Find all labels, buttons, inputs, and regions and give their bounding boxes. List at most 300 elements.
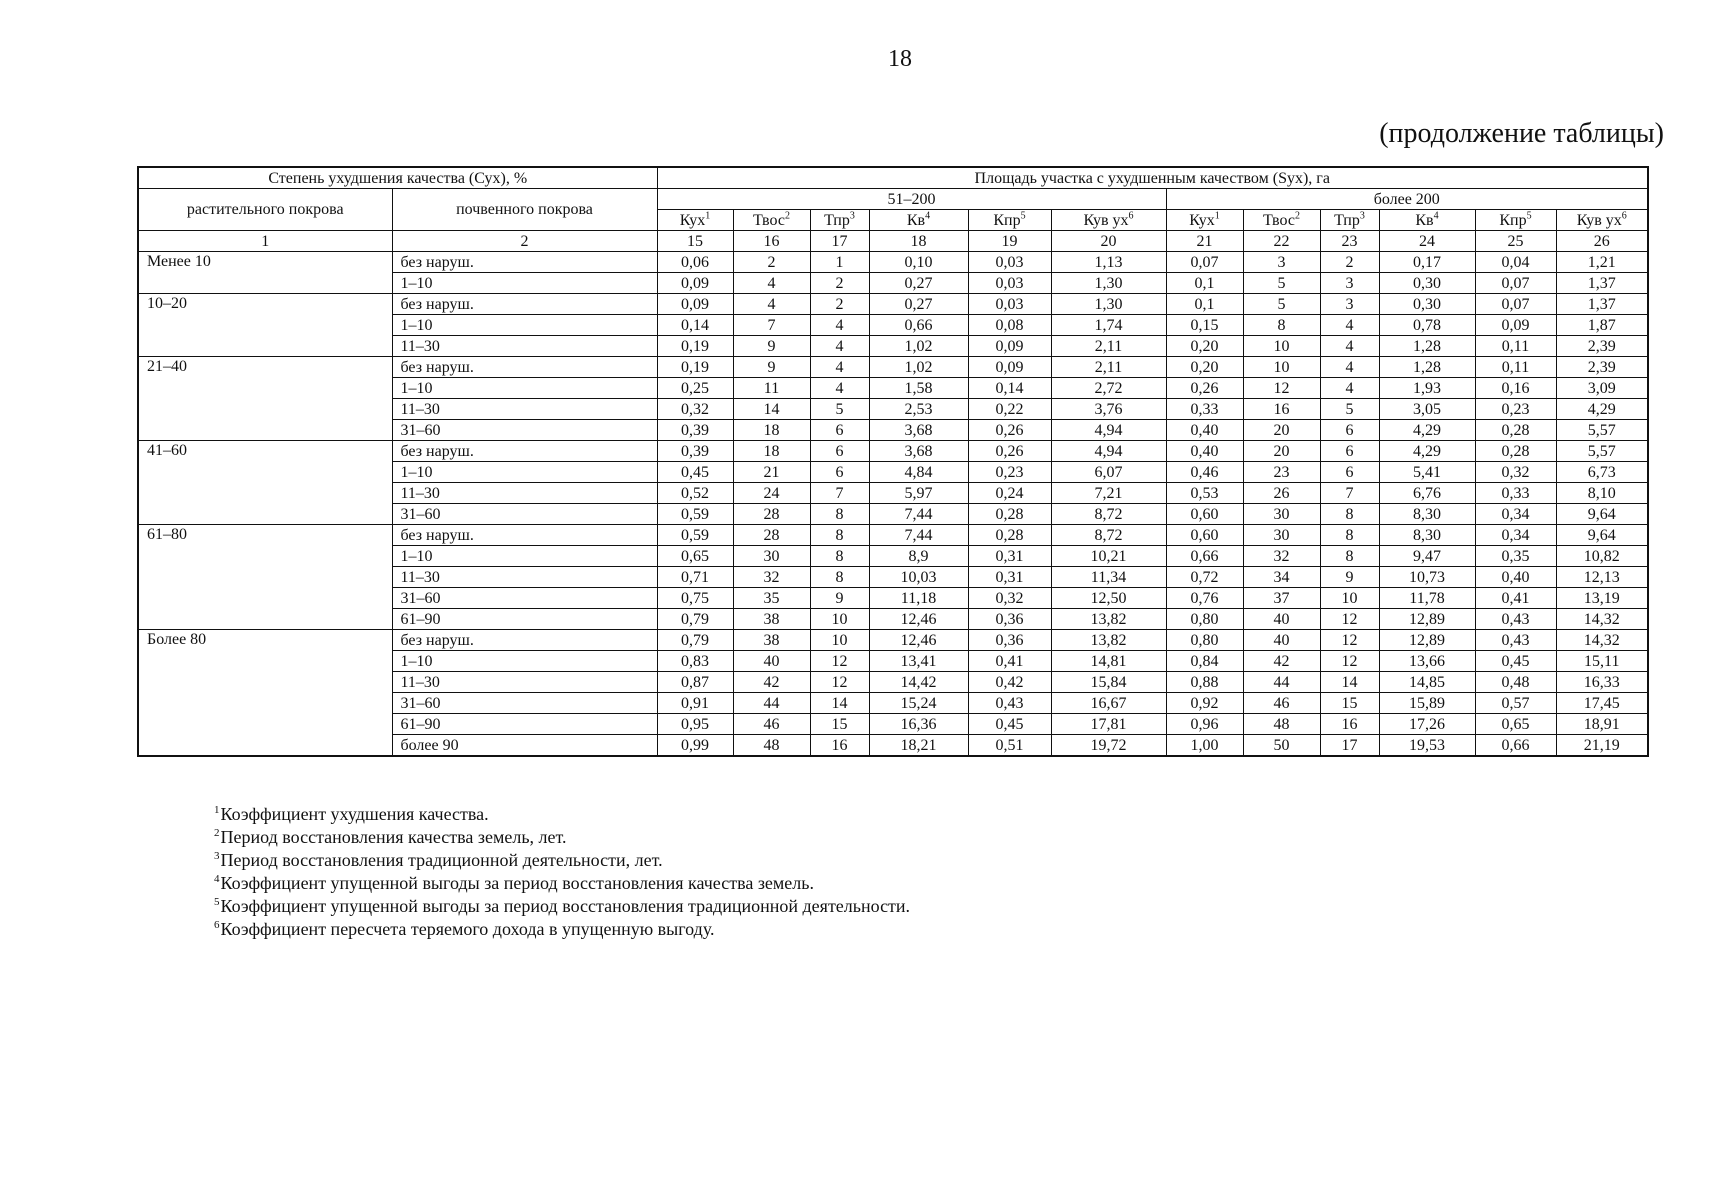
footnote-text: Период восстановления качества земель, лет.: [220, 827, 567, 847]
value-cell: 0,26: [968, 441, 1051, 462]
value-cell: 0,11: [1475, 336, 1556, 357]
value-cell: 13,19: [1556, 588, 1648, 609]
value-cell: 0,06: [657, 252, 733, 273]
value-cell: 8: [1243, 315, 1320, 336]
value-cell: 1,21: [1556, 252, 1648, 273]
coef-footnote-ref: 5: [1020, 210, 1026, 222]
value-cell: 0,09: [657, 273, 733, 294]
value-cell: 1,28: [1379, 336, 1475, 357]
value-cell: 28: [733, 525, 810, 546]
value-cell: 0,32: [657, 399, 733, 420]
value-cell: 11,78: [1379, 588, 1475, 609]
value-cell: 18: [733, 441, 810, 462]
value-cell: 0,36: [968, 630, 1051, 651]
coef-name: Кух: [1189, 211, 1215, 229]
value-cell: 1,02: [869, 357, 968, 378]
value-cell: 1,13: [1051, 252, 1166, 273]
value-cell: 5: [1243, 294, 1320, 315]
value-cell: 4,29: [1379, 441, 1475, 462]
value-cell: 8: [1320, 546, 1379, 567]
value-cell: 2,11: [1051, 336, 1166, 357]
value-cell: 8,9: [869, 546, 968, 567]
value-cell: 0,42: [968, 672, 1051, 693]
soil-degree-cell: 1–10: [392, 462, 657, 483]
value-cell: 0,03: [968, 294, 1051, 315]
value-cell: 0,88: [1166, 672, 1243, 693]
value-cell: 6: [810, 441, 869, 462]
value-cell: 1,00: [1166, 735, 1243, 757]
column-number: 20: [1051, 231, 1166, 252]
value-cell: 40: [733, 651, 810, 672]
value-cell: 35: [733, 588, 810, 609]
value-cell: 6,73: [1556, 462, 1648, 483]
value-cell: 0,03: [968, 273, 1051, 294]
value-cell: 3,76: [1051, 399, 1166, 420]
value-cell: 16: [1320, 714, 1379, 735]
value-cell: 10,21: [1051, 546, 1166, 567]
value-cell: 23: [1243, 462, 1320, 483]
coef-name: Кув ух: [1576, 211, 1622, 229]
soil-degree-cell: без наруш.: [392, 441, 657, 462]
table-row: [138, 357, 1648, 378]
value-cell: 0,92: [1166, 693, 1243, 714]
continuation-label: (продолжение таблицы): [1379, 118, 1664, 149]
value-cell: 5,57: [1556, 420, 1648, 441]
footnotes: [214, 803, 910, 941]
column-number: 1: [138, 231, 392, 252]
footnote-number: 4: [214, 873, 220, 885]
value-cell: 0,43: [1475, 630, 1556, 651]
value-cell: 9: [810, 588, 869, 609]
coef-header: [1166, 210, 1243, 231]
value-cell: 2,53: [869, 399, 968, 420]
value-cell: 10: [1320, 588, 1379, 609]
value-cell: 15,24: [869, 693, 968, 714]
value-cell: 0,60: [1166, 525, 1243, 546]
coef-footnote-ref: 3: [849, 210, 855, 222]
veg-degree-cell: 61–80: [138, 525, 392, 630]
value-cell: 0,79: [657, 630, 733, 651]
value-cell: 0,14: [657, 315, 733, 336]
table-row: [138, 630, 1648, 651]
value-cell: 0,30: [1379, 273, 1475, 294]
value-cell: 7: [733, 315, 810, 336]
soil-degree-cell: 11–30: [392, 672, 657, 693]
value-cell: 1: [810, 252, 869, 273]
column-number: 24: [1379, 231, 1475, 252]
value-cell: 0,33: [1166, 399, 1243, 420]
value-cell: 32: [733, 567, 810, 588]
value-cell: 9: [1320, 567, 1379, 588]
value-cell: 2: [810, 273, 869, 294]
value-cell: 0,33: [1475, 483, 1556, 504]
coef-footnote-ref: 3: [1359, 210, 1365, 222]
value-cell: 7: [810, 483, 869, 504]
value-cell: 8: [810, 504, 869, 525]
value-cell: 0,30: [1379, 294, 1475, 315]
value-cell: 40: [1243, 630, 1320, 651]
value-cell: 0,45: [968, 714, 1051, 735]
value-cell: 16: [810, 735, 869, 757]
value-cell: 40: [1243, 609, 1320, 630]
soil-degree-cell: без наруш.: [392, 525, 657, 546]
value-cell: 9,47: [1379, 546, 1475, 567]
coef-footnote-ref: 4: [1433, 210, 1439, 222]
value-cell: 10: [1243, 357, 1320, 378]
value-cell: 0,31: [968, 546, 1051, 567]
soil-degree-cell: более 90: [392, 735, 657, 757]
soil-degree-cell: 11–30: [392, 483, 657, 504]
value-cell: 8: [810, 567, 869, 588]
value-cell: 1,02: [869, 336, 968, 357]
value-cell: 0,51: [968, 735, 1051, 757]
value-cell: 18,21: [869, 735, 968, 757]
value-cell: 44: [1243, 672, 1320, 693]
value-cell: 0,79: [657, 609, 733, 630]
value-cell: 4: [810, 315, 869, 336]
value-cell: 1,87: [1556, 315, 1648, 336]
value-cell: 0,32: [968, 588, 1051, 609]
value-cell: 37: [1243, 588, 1320, 609]
value-cell: 14,32: [1556, 630, 1648, 651]
value-cell: 4: [1320, 336, 1379, 357]
value-cell: 15,84: [1051, 672, 1166, 693]
value-cell: 0,16: [1475, 378, 1556, 399]
value-cell: 44: [733, 693, 810, 714]
value-cell: 20: [1243, 441, 1320, 462]
coef-header: [1556, 210, 1648, 231]
value-cell: 15: [1320, 693, 1379, 714]
column-number: 21: [1166, 231, 1243, 252]
value-cell: 0,66: [1475, 735, 1556, 757]
value-cell: 0,65: [1475, 714, 1556, 735]
value-cell: 0,45: [657, 462, 733, 483]
value-cell: 0,04: [1475, 252, 1556, 273]
value-cell: 18: [733, 420, 810, 441]
footnote-text: Коэффициент упущенной выгоды за период восстановления традиционной деятельности.: [220, 896, 911, 916]
value-cell: 0,19: [657, 357, 733, 378]
value-cell: 0,09: [968, 336, 1051, 357]
value-cell: 1,58: [869, 378, 968, 399]
value-cell: 2: [810, 294, 869, 315]
column-number: 19: [968, 231, 1051, 252]
value-cell: 0,09: [1475, 315, 1556, 336]
value-cell: 0,71: [657, 567, 733, 588]
table-row: [138, 525, 1648, 546]
table-body: [138, 252, 1648, 757]
value-cell: 4: [810, 357, 869, 378]
value-cell: 12: [1320, 651, 1379, 672]
value-cell: 2: [1320, 252, 1379, 273]
veg-degree-cell: 21–40: [138, 357, 392, 441]
value-cell: 0,75: [657, 588, 733, 609]
value-cell: 26: [1243, 483, 1320, 504]
footnote-number: 1: [214, 804, 220, 816]
value-cell: 0,19: [657, 336, 733, 357]
value-cell: 0,17: [1379, 252, 1475, 273]
value-cell: 6: [1320, 441, 1379, 462]
value-cell: 0,11: [1475, 357, 1556, 378]
value-cell: 0,32: [1475, 462, 1556, 483]
value-cell: 1,37: [1556, 273, 1648, 294]
value-cell: 0,34: [1475, 504, 1556, 525]
value-cell: 48: [733, 735, 810, 757]
value-cell: 4: [1320, 357, 1379, 378]
veg-header: растительного покрова: [138, 189, 392, 231]
coef-header: [1320, 210, 1379, 231]
soil-degree-cell: без наруш.: [392, 357, 657, 378]
value-cell: 0,28: [1475, 420, 1556, 441]
value-cell: 0,45: [1475, 651, 1556, 672]
value-cell: 0,28: [968, 525, 1051, 546]
column-number: 25: [1475, 231, 1556, 252]
value-cell: 0,91: [657, 693, 733, 714]
value-cell: 10,82: [1556, 546, 1648, 567]
soil-degree-cell: 31–60: [392, 420, 657, 441]
soil-degree-cell: 1–10: [392, 315, 657, 336]
value-cell: 46: [1243, 693, 1320, 714]
coef-name: Тпр: [1334, 211, 1360, 229]
value-cell: 8,30: [1379, 504, 1475, 525]
veg-degree-cell: 10–20: [138, 294, 392, 357]
footnote: [214, 895, 910, 918]
value-cell: 0,1: [1166, 273, 1243, 294]
value-cell: 4: [810, 378, 869, 399]
footnote-text: Период восстановления традиционной деятельности, лет.: [220, 850, 663, 870]
value-cell: 2,39: [1556, 336, 1648, 357]
value-cell: 4,94: [1051, 420, 1166, 441]
coef-header: [1475, 210, 1556, 231]
column-number-row: [138, 231, 1648, 252]
coef-name: Кпр: [1499, 211, 1527, 229]
table-row: [138, 441, 1648, 462]
value-cell: 12,89: [1379, 630, 1475, 651]
value-cell: 0,72: [1166, 567, 1243, 588]
value-cell: 4: [733, 294, 810, 315]
value-cell: 46: [733, 714, 810, 735]
value-cell: 0,27: [869, 273, 968, 294]
value-cell: 0,76: [1166, 588, 1243, 609]
value-cell: 0,80: [1166, 609, 1243, 630]
value-cell: 16: [1243, 399, 1320, 420]
area-header: Площадь участка с ухудшенным качеством (Sух), га: [657, 167, 1648, 189]
soil-degree-cell: 11–30: [392, 336, 657, 357]
page-number: 18: [888, 46, 912, 72]
column-number: 23: [1320, 231, 1379, 252]
value-cell: 28: [733, 504, 810, 525]
value-cell: 0,10: [869, 252, 968, 273]
value-cell: 17,81: [1051, 714, 1166, 735]
soil-degree-cell: 61–90: [392, 714, 657, 735]
footnote-text: Коэффициент ухудшения качества.: [220, 804, 489, 824]
footnote-number: 6: [214, 919, 220, 931]
value-cell: 0,87: [657, 672, 733, 693]
value-cell: 1,30: [1051, 273, 1166, 294]
value-cell: 3: [1243, 252, 1320, 273]
value-cell: 0,27: [869, 294, 968, 315]
coef-name: Твос: [753, 211, 785, 229]
value-cell: 12: [810, 672, 869, 693]
value-cell: 0,36: [968, 609, 1051, 630]
value-cell: 3,05: [1379, 399, 1475, 420]
value-cell: 8,72: [1051, 504, 1166, 525]
soil-degree-cell: 11–30: [392, 399, 657, 420]
value-cell: 0,80: [1166, 630, 1243, 651]
value-cell: 24: [733, 483, 810, 504]
coef-header: [1051, 210, 1166, 231]
value-cell: 3,68: [869, 420, 968, 441]
value-cell: 0,15: [1166, 315, 1243, 336]
table-row: [138, 294, 1648, 315]
value-cell: 3: [1320, 273, 1379, 294]
value-cell: 0,66: [869, 315, 968, 336]
value-cell: 0,48: [1475, 672, 1556, 693]
value-cell: 2,11: [1051, 357, 1166, 378]
value-cell: 0,95: [657, 714, 733, 735]
value-cell: 6: [810, 420, 869, 441]
value-cell: 21: [733, 462, 810, 483]
soil-degree-cell: без наруш.: [392, 294, 657, 315]
range-b-header: более 200: [1166, 189, 1648, 210]
value-cell: 0,78: [1379, 315, 1475, 336]
value-cell: 0,07: [1166, 252, 1243, 273]
soil-degree-cell: 31–60: [392, 588, 657, 609]
value-cell: 5,41: [1379, 462, 1475, 483]
table-row: [138, 252, 1648, 273]
value-cell: 38: [733, 609, 810, 630]
veg-degree-cell: 41–60: [138, 441, 392, 525]
footnote-text: Коэффициент пересчета теряемого дохода в упущенную выгоду.: [220, 919, 715, 939]
value-cell: 12: [810, 651, 869, 672]
footnote: [214, 849, 910, 872]
value-cell: 15,11: [1556, 651, 1648, 672]
footnote-number: 5: [214, 896, 220, 908]
value-cell: 0,08: [968, 315, 1051, 336]
value-cell: 11,18: [869, 588, 968, 609]
value-cell: 8: [1320, 504, 1379, 525]
value-cell: 1,93: [1379, 378, 1475, 399]
value-cell: 16,36: [869, 714, 968, 735]
value-cell: 12: [1320, 630, 1379, 651]
value-cell: 4,29: [1379, 420, 1475, 441]
value-cell: 42: [1243, 651, 1320, 672]
veg-degree-cell: Менее 10: [138, 252, 392, 294]
value-cell: 6: [1320, 420, 1379, 441]
footnote-number: 2: [214, 827, 220, 839]
coef-footnote-ref: 2: [1294, 210, 1300, 222]
value-cell: 0,43: [1475, 609, 1556, 630]
value-cell: 4: [1320, 315, 1379, 336]
coef-name: Кв: [1415, 211, 1434, 229]
value-cell: 0,28: [1475, 441, 1556, 462]
value-cell: 14,85: [1379, 672, 1475, 693]
value-cell: 0,14: [968, 378, 1051, 399]
value-cell: 6,07: [1051, 462, 1166, 483]
value-cell: 0,41: [968, 651, 1051, 672]
coef-name: Твос: [1263, 211, 1295, 229]
coef-name: Кух: [679, 211, 706, 229]
value-cell: 0,52: [657, 483, 733, 504]
value-cell: 0,31: [968, 567, 1051, 588]
value-cell: 13,82: [1051, 630, 1166, 651]
value-cell: 0,60: [1166, 504, 1243, 525]
value-cell: 7,21: [1051, 483, 1166, 504]
coef-footnote-ref: 5: [1526, 210, 1532, 222]
value-cell: 21,19: [1556, 735, 1648, 757]
value-cell: 0,25: [657, 378, 733, 399]
value-cell: 17,45: [1556, 693, 1648, 714]
value-cell: 13,41: [869, 651, 968, 672]
column-number: 2: [392, 231, 657, 252]
value-cell: 15,89: [1379, 693, 1475, 714]
value-cell: 0,03: [968, 252, 1051, 273]
value-cell: 2,72: [1051, 378, 1166, 399]
value-cell: 4,29: [1556, 399, 1648, 420]
value-cell: 4: [733, 273, 810, 294]
value-cell: 30: [1243, 525, 1320, 546]
value-cell: 0,35: [1475, 546, 1556, 567]
value-cell: 0,20: [1166, 357, 1243, 378]
value-cell: 38: [733, 630, 810, 651]
value-cell: 0,41: [1475, 588, 1556, 609]
value-cell: 8,10: [1556, 483, 1648, 504]
value-cell: 10,03: [869, 567, 968, 588]
coef-header: [1243, 210, 1320, 231]
value-cell: 4: [1320, 378, 1379, 399]
value-cell: 14: [1320, 672, 1379, 693]
value-cell: 32: [1243, 546, 1320, 567]
value-cell: 9,64: [1556, 525, 1648, 546]
value-cell: 9: [733, 357, 810, 378]
value-cell: 18,91: [1556, 714, 1648, 735]
value-cell: 8: [810, 546, 869, 567]
value-cell: 7,44: [869, 525, 968, 546]
soil-degree-cell: 61–90: [392, 609, 657, 630]
footnote: [214, 918, 910, 941]
value-cell: 0,39: [657, 441, 733, 462]
value-cell: 7,44: [869, 504, 968, 525]
value-cell: 0,1: [1166, 294, 1243, 315]
value-cell: 8,30: [1379, 525, 1475, 546]
value-cell: 5,97: [869, 483, 968, 504]
value-cell: 0,59: [657, 525, 733, 546]
value-cell: 5: [810, 399, 869, 420]
value-cell: 4: [810, 336, 869, 357]
coef-header: [733, 210, 810, 231]
coef-footnote-ref: 1: [1214, 210, 1220, 222]
value-cell: 0,09: [657, 294, 733, 315]
coef-footnote-ref: 1: [705, 210, 711, 222]
value-cell: 0,07: [1475, 294, 1556, 315]
value-cell: 14: [810, 693, 869, 714]
soil-degree-cell: 11–30: [392, 567, 657, 588]
value-cell: 0,46: [1166, 462, 1243, 483]
value-cell: 30: [733, 546, 810, 567]
coef-header: [968, 210, 1051, 231]
value-cell: 0,23: [1475, 399, 1556, 420]
value-cell: 12,13: [1556, 567, 1648, 588]
value-cell: 0,40: [1166, 441, 1243, 462]
soil-degree-cell: 1–10: [392, 546, 657, 567]
value-cell: 3,68: [869, 441, 968, 462]
value-cell: 0,57: [1475, 693, 1556, 714]
value-cell: 10: [810, 609, 869, 630]
value-cell: 10,73: [1379, 567, 1475, 588]
value-cell: 0,66: [1166, 546, 1243, 567]
value-cell: 2: [733, 252, 810, 273]
value-cell: 3: [1320, 294, 1379, 315]
value-cell: 5: [1243, 273, 1320, 294]
